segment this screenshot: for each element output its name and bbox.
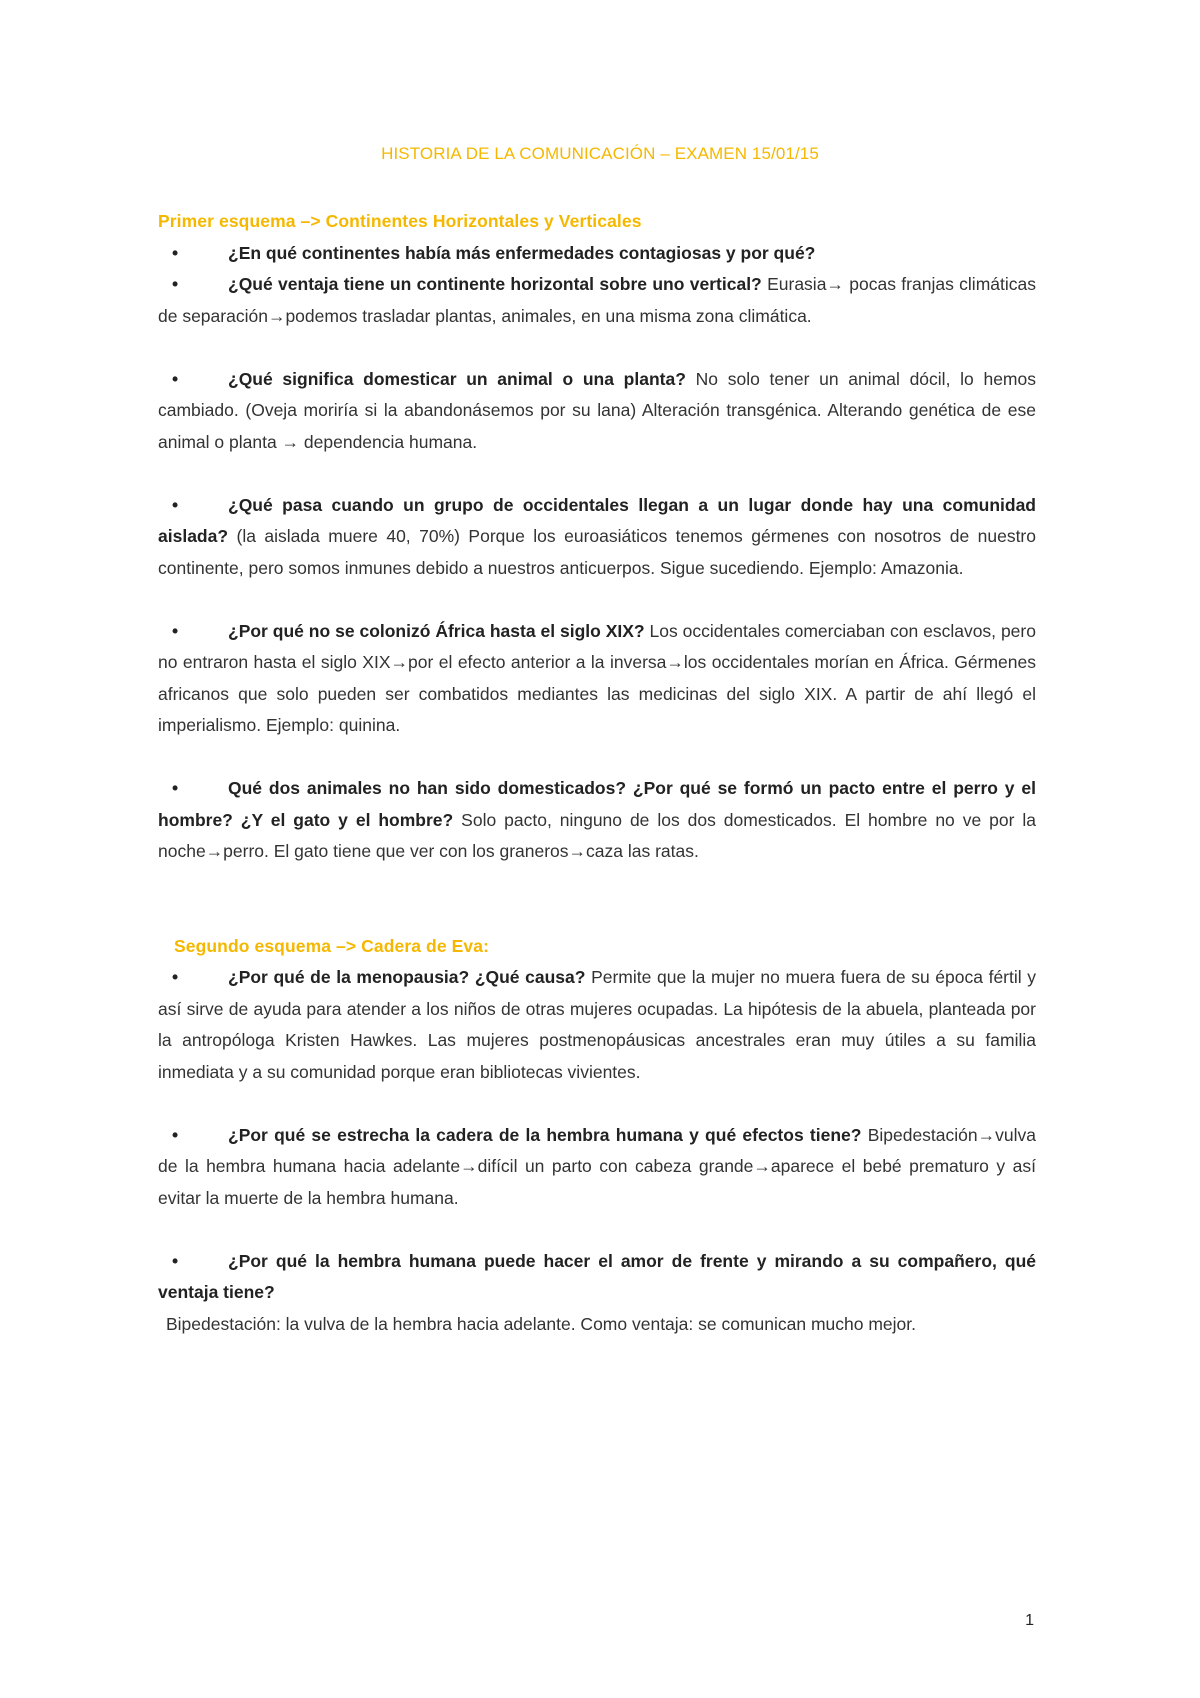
paragraph-spacer (158, 332, 1036, 364)
bullet-icon: • (172, 274, 179, 294)
question-item (158, 1120, 1036, 1215)
bullet-icon: • (172, 494, 179, 515)
paragraph-spacer (158, 1214, 1036, 1246)
document-title: HISTORIA DE LA COMUNICACIÓN – EXAMEN 15/01/15 (381, 144, 819, 163)
answer-text: Permite que la mujer no muera fuera de su época fértil y así sirve de ayuda para atender a los niños de otras mujeres ocupadas. La hipótesis de la abuela, planteada por la antropóloga Kristen Hawkes. Las mujeres postmenopáusicas ancestrales eran muy útiles a su familia inmediata y a su comunidad porque eran bibliotecas vivientes. (158, 967, 1036, 1082)
bullet-icon: • (172, 967, 179, 987)
question-text: ¿Por qué no se colonizó África hasta el siglo XIX? (228, 620, 645, 641)
section-heading-primer-esquema: Primer esquema –> Continentes Horizontales y Verticales (158, 211, 642, 231)
question-item (158, 238, 1036, 270)
page-number: 1 (1025, 1612, 1034, 1629)
document-body (158, 206, 1036, 1340)
answer-text: (la aislada muere 40, 70%) Porque los euroasiáticos tenemos gérmenes con nosotros de nuestro continente, pero somos inmunes debido a nuestros anticuerpos. Sigue sucediendo. Ejemplo: Amazonia. (158, 526, 1036, 578)
question-item (158, 269, 1036, 332)
answer-text: No solo tener un animal dócil, lo hemos cambiado. (Oveja moriría si la abandonásemos por su lana) Alteración transgénica. Alterando genética de ese animal o planta → dependencia humana. (158, 368, 1036, 452)
bullet-icon: • (172, 1250, 179, 1271)
question-text: ¿Qué significa domesticar un animal o una planta? (228, 368, 686, 389)
question-text: ¿En qué continentes había más enfermedades contagiosas y por qué? (228, 242, 816, 263)
paragraph-spacer (158, 868, 1036, 931)
question-text: ¿Por qué se estrecha la cadera de la hembra humana y qué efectos tiene? (228, 1124, 862, 1145)
question-item (158, 1246, 1036, 1309)
question-text: ¿Por qué la hembra humana puede hacer el amor de frente y mirando a su compañero, qué ventaja tiene? (158, 1250, 1036, 1302)
question-text: Qué dos animales no han sido domesticados? ¿Por qué se formó un pacto entre el perro y el hombre? ¿Y el gato y el hombre? (158, 778, 1036, 830)
question-text: ¿Qué pasa cuando un grupo de occidentales llegan a un lugar donde hay una comunidad aislada? (158, 494, 1036, 546)
section-heading-segundo-esquema: Segundo esquema –> Cadera de Eva: (174, 935, 490, 956)
question-item (158, 364, 1036, 459)
bullet-icon: • (172, 1124, 179, 1145)
paragraph-spacer (158, 458, 1036, 490)
bullet-icon: • (172, 242, 179, 263)
bullet-icon: • (172, 778, 179, 798)
answer-paragraph: Bipedestación: la vulva de la hembra hacia adelante. Como ventaja: se comunican mucho mejor. (166, 1313, 917, 1334)
answer-text: Eurasia→ pocas franjas climáticas de separación→podemos trasladar plantas, animales, en una misma zona climática. (158, 274, 1036, 326)
question-item (158, 773, 1036, 868)
answer-text: Solo pacto, ninguno de los dos domesticados. El hombre no ve por la noche→perro. El gato tiene que ver con los graneros→caza las ratas. (158, 809, 1036, 861)
question-item (158, 962, 1036, 1088)
bullet-icon: • (172, 368, 179, 389)
answer-text: Bipedestación→vulva de la hembra humana hacia adelante→difícil un parto con cabeza grande→aparece el bebé prematuro y así evitar la muerte de la hembra humana. (158, 1124, 1036, 1208)
paragraph-spacer (158, 584, 1036, 616)
question-text: ¿Qué ventaja tiene un continente horizontal sobre uno vertical? (228, 274, 762, 294)
question-text: ¿Por qué de la menopausia? ¿Qué causa? (228, 967, 586, 987)
question-item (158, 490, 1036, 585)
paragraph-spacer (158, 742, 1036, 774)
question-item (158, 616, 1036, 742)
bullet-icon: • (172, 620, 179, 641)
paragraph-spacer (158, 1088, 1036, 1120)
answer-text: Los occidentales comerciaban con esclavos, pero no entraron hasta el siglo XIX→por el efecto anterior a la inversa→los occidentales morían en África. Gérmenes africanos que solo pueden ser combatidos mediantes las medicinas del siglo XIX. A partir de ahí llegó el imperialismo. Ejemplo: quinina. (158, 620, 1036, 735)
